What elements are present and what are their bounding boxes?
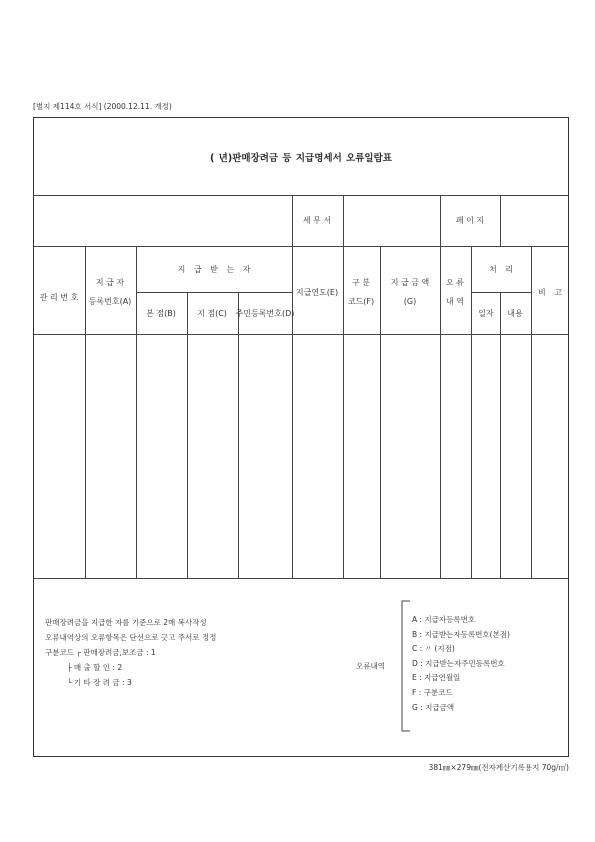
col-error-line2: 내 역 bbox=[446, 297, 464, 306]
legend-item-b: B : 지급받는자등록번호(본점) bbox=[412, 629, 510, 639]
paper-spec: 381㎜×279㎜(전자계산기록용지 70g/㎡) bbox=[428, 763, 569, 772]
col-branch: 지 점(C) bbox=[197, 309, 227, 318]
col-divider-9 bbox=[471, 246, 472, 578]
col-code-line2: 코드(F) bbox=[347, 297, 375, 306]
col-divider-1 bbox=[85, 246, 86, 578]
col-divider-8 bbox=[440, 246, 441, 578]
col-process-date: 일자 bbox=[478, 309, 494, 318]
col-error-line1: 오 류 bbox=[446, 278, 464, 287]
col-pay-year: 지급연도(E) bbox=[295, 288, 339, 297]
col-mgmt-no: 관 리 번 호 bbox=[39, 293, 79, 302]
error-legend-label: 오류내역 bbox=[356, 661, 385, 671]
legend-item-c: C : 〃 (지점) bbox=[412, 644, 455, 654]
note-correction: 오류내역상의 오류항목은 단선으로 긋고 주서로 정정 bbox=[45, 633, 217, 642]
note-code-3: └ 기 타 장 려 금 : 3 bbox=[67, 678, 132, 687]
legend-item-d: D : 지급받는자주민등록번호 bbox=[412, 658, 505, 668]
rule-info-bottom bbox=[33, 246, 569, 247]
col-divider-2 bbox=[136, 246, 137, 578]
rule-info-divider-3 bbox=[440, 195, 441, 246]
col-process-content: 내용 bbox=[507, 309, 523, 318]
rule-header-bottom bbox=[33, 334, 569, 335]
legend-item-e: E : 지급연월일 bbox=[412, 673, 461, 683]
col-resident-id: 주민등록번호(D) bbox=[235, 309, 295, 318]
form-title: ( 년)판매장려금 등 지급명세서 오류일람표 bbox=[210, 153, 392, 164]
col-code-line1: 구 분 bbox=[352, 278, 370, 287]
rule-title-bottom bbox=[33, 195, 569, 196]
legend-brace bbox=[396, 600, 412, 732]
notes-block bbox=[45, 615, 216, 690]
col-amount-line2: (G) bbox=[403, 297, 417, 306]
rule-info-divider-2 bbox=[343, 195, 344, 246]
col-recipient-group: 지 급 받 는 자 bbox=[177, 265, 251, 274]
rule-subheader-recipient bbox=[136, 292, 292, 293]
legend-item-f: F : 구분코드 bbox=[412, 687, 453, 697]
form-caption: [별지 제114호 서식] (2000.12.11. 개정) bbox=[33, 102, 172, 111]
rule-info-divider-1 bbox=[292, 195, 293, 246]
col-remarks: 비 고 bbox=[538, 288, 562, 297]
error-legend-list bbox=[412, 613, 510, 715]
col-payer-line1: 지 급 자 bbox=[95, 278, 125, 287]
col-divider-3 bbox=[187, 292, 188, 578]
note-code-2: ├ 매 출 할 인 : 2 bbox=[67, 663, 123, 672]
rule-subheader-process bbox=[471, 292, 531, 293]
legend-item-g: G : 지급금액 bbox=[412, 702, 455, 712]
note-copies: 판매장려금을 지급한 자를 기준으로 2매 복사작성 bbox=[45, 618, 207, 627]
rule-info-divider-4 bbox=[500, 195, 501, 246]
col-amount-line1: 지 급 금 액 bbox=[390, 278, 430, 287]
tax-office-label: 세 무 서 bbox=[302, 216, 332, 225]
col-divider-7 bbox=[380, 246, 381, 578]
page-label: 페 이 지 bbox=[455, 216, 485, 225]
col-divider-4 bbox=[238, 292, 239, 578]
note-code-1: 구분코드 ┌ 판매장려금,보조금 : 1 bbox=[45, 648, 156, 657]
col-divider-5 bbox=[292, 246, 293, 578]
legend-item-a: A : 지급자등록번호 bbox=[412, 615, 476, 624]
col-divider-6 bbox=[343, 246, 344, 578]
col-divider-10 bbox=[500, 292, 501, 578]
col-divider-11 bbox=[531, 246, 532, 578]
col-main-store: 본 점(B) bbox=[146, 309, 176, 318]
col-payer-line2: 등록번호(A) bbox=[88, 297, 132, 306]
col-process-group: 처 리 bbox=[489, 265, 513, 274]
rule-body-bottom bbox=[33, 578, 569, 579]
